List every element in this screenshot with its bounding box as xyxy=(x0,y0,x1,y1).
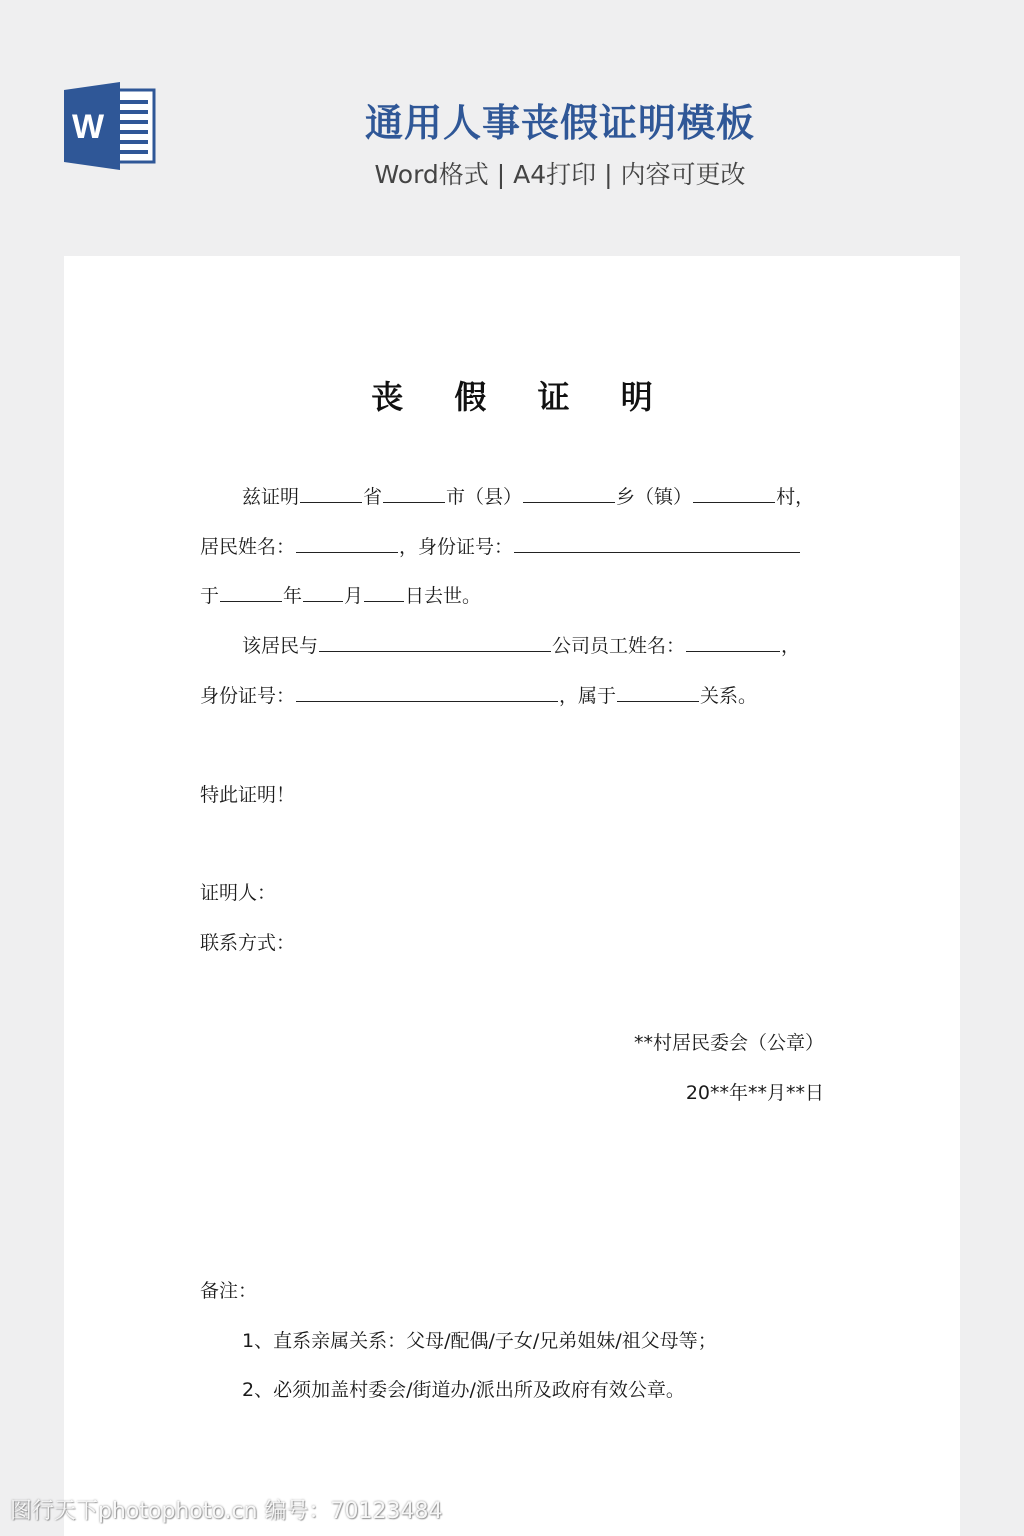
fill-blank-day[interactable] xyxy=(364,582,404,602)
text: 身份证号： xyxy=(200,685,296,707)
contact-label: 联系方式： xyxy=(200,932,296,954)
fill-blank-company[interactable] xyxy=(319,632,551,652)
text: 关系。 xyxy=(700,685,758,707)
text: 公司员工姓名： xyxy=(552,635,686,657)
text: 该居民与 xyxy=(242,635,319,657)
fill-blank-year[interactable] xyxy=(220,582,282,602)
paragraph-1 xyxy=(242,483,814,510)
page-title: 通用人事丧假证明模板 xyxy=(364,101,755,145)
text: 乡（镇） xyxy=(616,486,693,508)
paragraph-2 xyxy=(200,533,801,560)
text: ，属于 xyxy=(559,685,617,707)
text: 省 xyxy=(363,486,383,508)
text: 月 xyxy=(344,585,364,607)
fill-blank-city[interactable] xyxy=(383,483,445,503)
text: 居民姓名： xyxy=(200,536,296,558)
text: 日去世。 xyxy=(405,585,482,607)
fill-blank-month[interactable] xyxy=(303,582,343,602)
note-item-1: 1、直系亲属关系：父母/配偶/子女/兄弟姐妹/祖父母等； xyxy=(242,1330,717,1352)
fill-blank-resident-name[interactable] xyxy=(296,533,398,553)
watermark: 图行天下photophoto.cn 编号：70123484 xyxy=(10,1499,443,1524)
paragraph-4 xyxy=(242,632,800,659)
certifier-label: 证明人： xyxy=(200,882,277,904)
document-page xyxy=(64,256,960,1536)
document-date: 20**年**月**日 xyxy=(685,1082,824,1104)
fill-blank-township[interactable] xyxy=(523,483,615,503)
text: 年 xyxy=(283,585,303,607)
text: ，身份证号： xyxy=(399,536,514,558)
word-logo-letter: W xyxy=(71,108,105,146)
text: 于 xyxy=(200,585,220,607)
fill-blank-resident-id[interactable] xyxy=(514,533,800,553)
fill-blank-relationship[interactable] xyxy=(617,682,699,702)
text: 市（县） xyxy=(446,486,523,508)
paragraph-5 xyxy=(200,682,757,709)
declaration-text: 特此证明！ xyxy=(200,784,296,806)
fill-blank-employee-id[interactable] xyxy=(296,682,558,702)
fill-blank-village[interactable] xyxy=(693,483,775,503)
text: 村， xyxy=(776,486,815,508)
fill-blank-employee-name[interactable] xyxy=(686,632,780,652)
page-subtitle: Word格式 | A4打印 | 内容可更改 xyxy=(374,160,746,189)
fill-blank-province[interactable] xyxy=(300,483,362,503)
word-icon xyxy=(64,82,156,170)
text: 兹证明 xyxy=(242,486,300,508)
note-item-2: 2、必须加盖村委会/街道办/派出所及政府有效公章。 xyxy=(242,1379,685,1401)
text: ， xyxy=(781,635,801,657)
document-title: 丧 假 证 明 xyxy=(371,378,673,416)
stamp-organization: **村居民委会（公章） xyxy=(633,1032,824,1054)
notes-label: 备注： xyxy=(200,1280,258,1302)
paragraph-3 xyxy=(200,582,481,609)
